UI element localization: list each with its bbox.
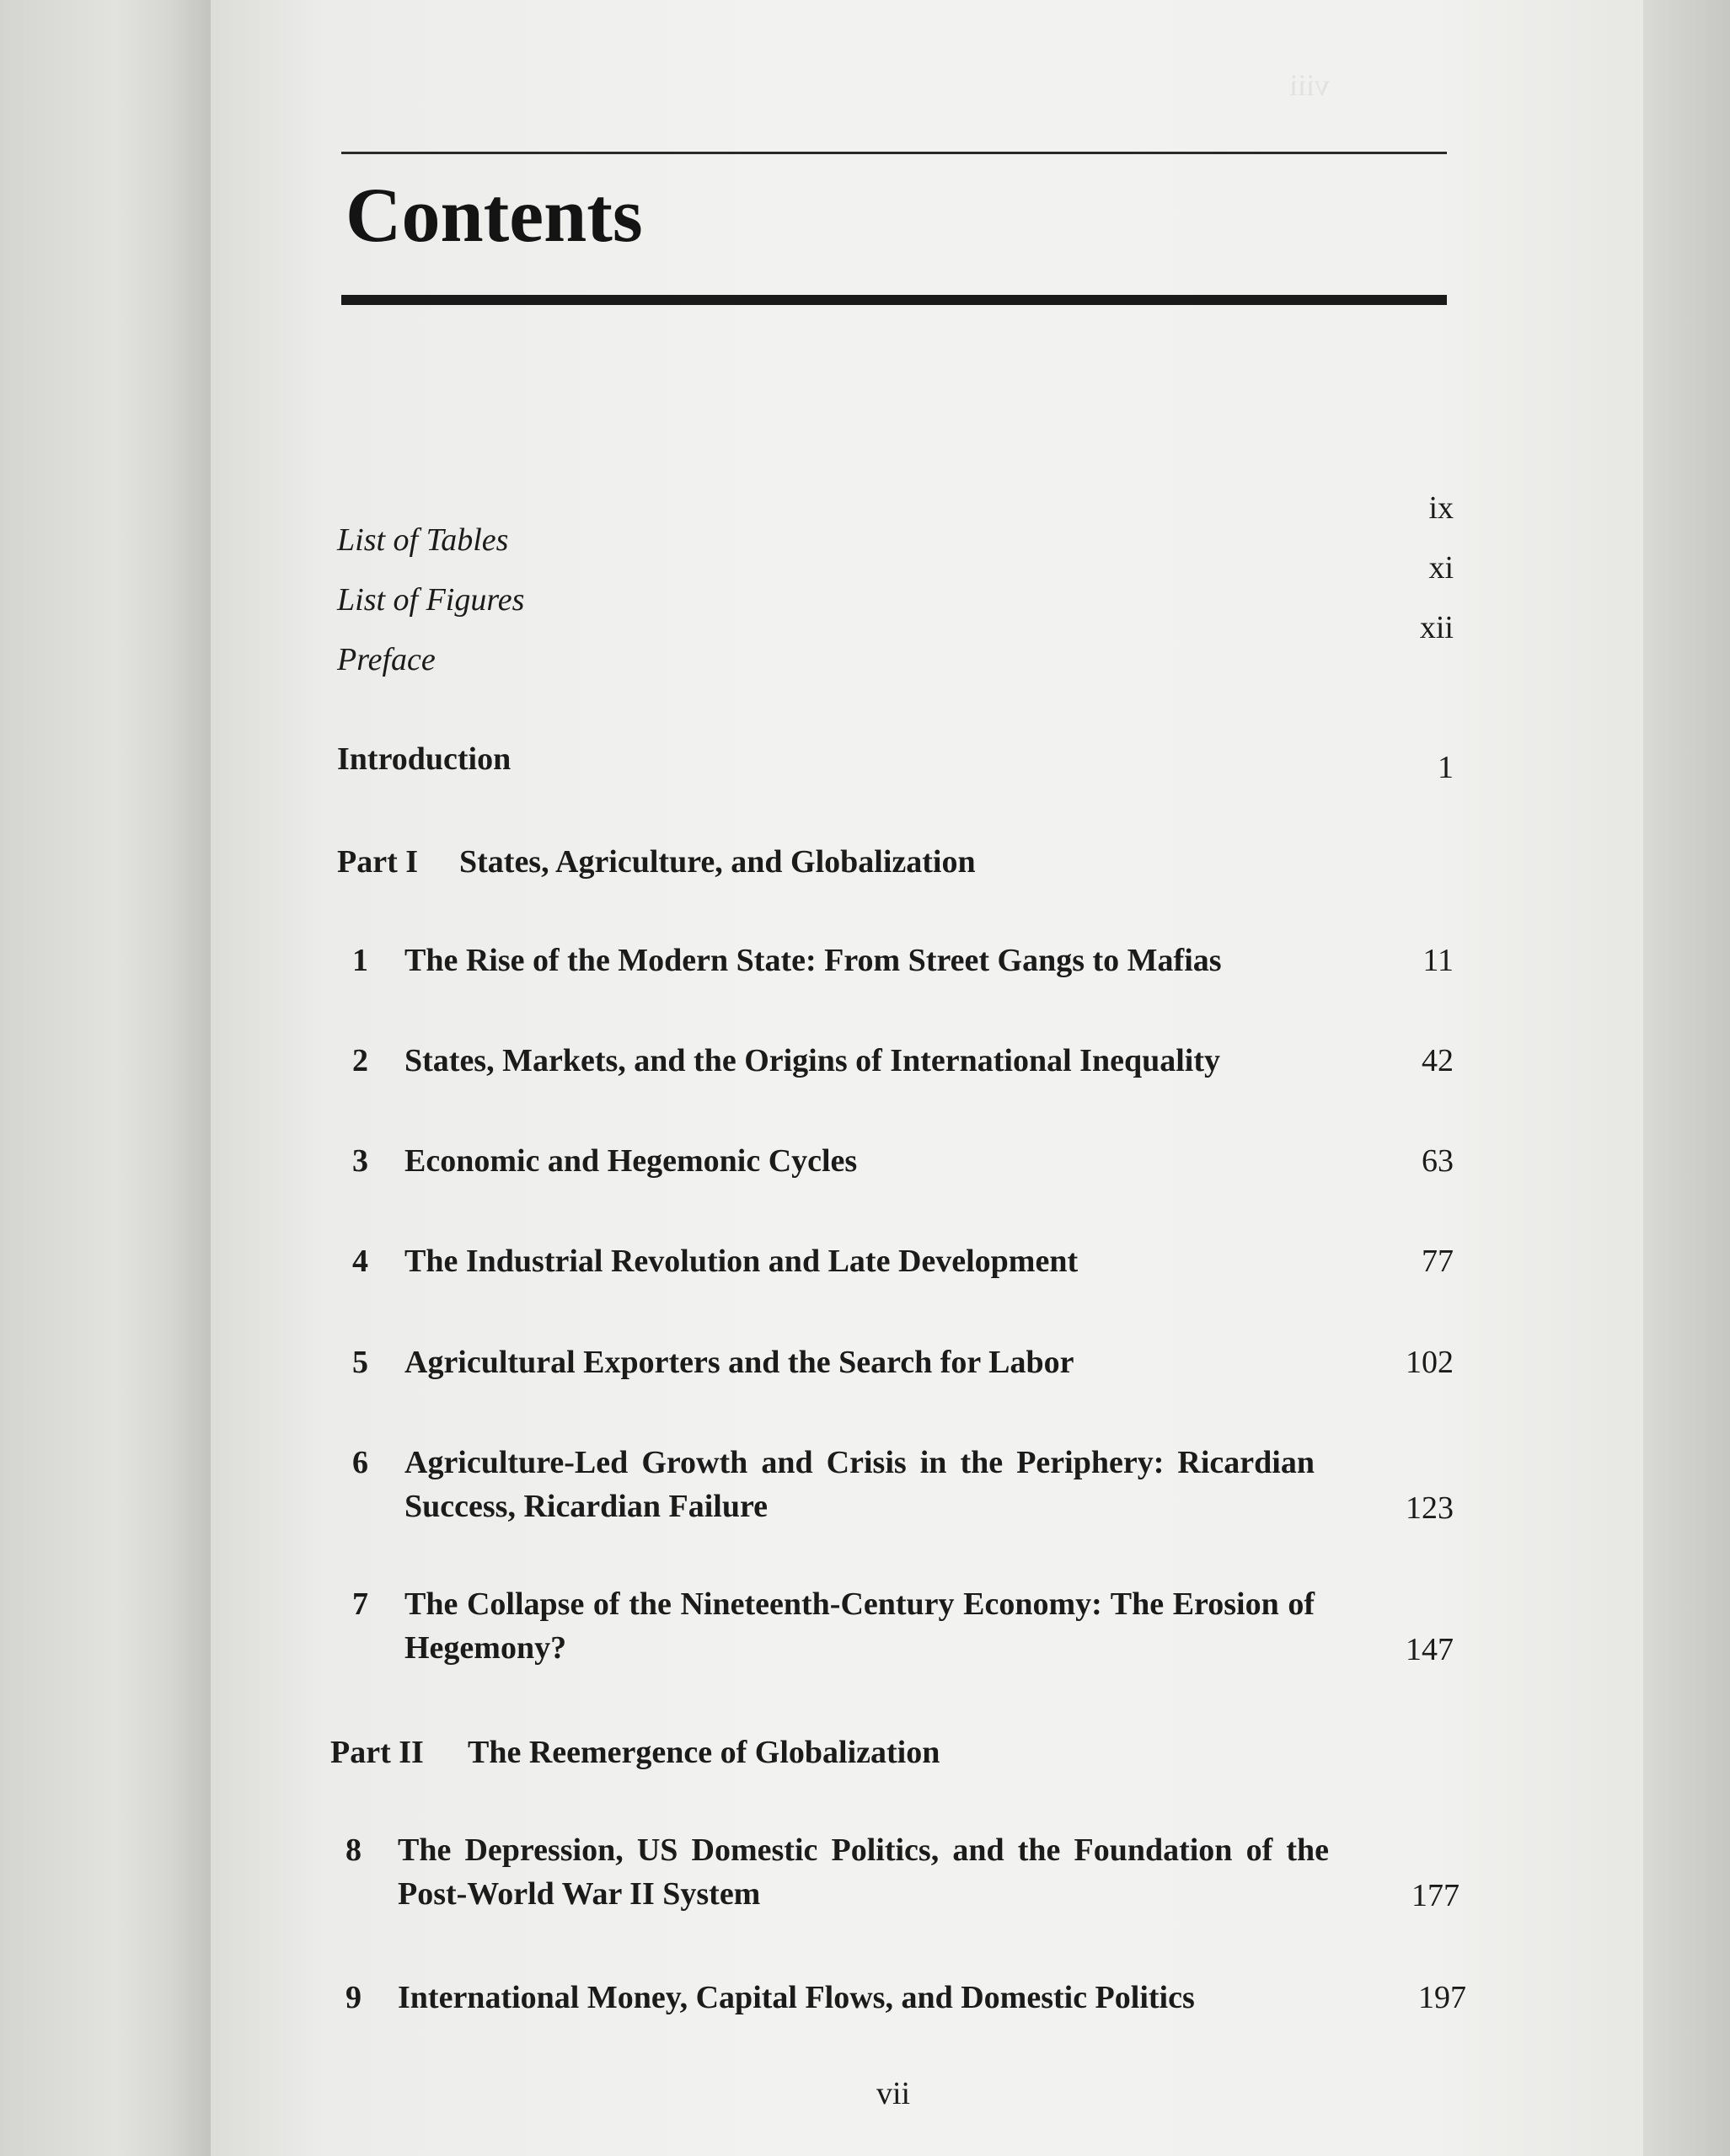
toc-page-number: 123: [1406, 1490, 1454, 1526]
toc-part-1: [337, 840, 1454, 884]
toc-page-number: 42: [1422, 1043, 1454, 1078]
toc-chapter-9: [330, 1976, 1466, 2020]
chapter-number: 1: [352, 943, 368, 978]
chapter-title: The Depression, US Domestic Politics, and the Foundation of the Post-World War II System: [398, 1832, 1329, 1912]
chapter-number: 4: [352, 1244, 368, 1279]
toc-chapter-6: [337, 1441, 1454, 1530]
part-title: States, Agriculture, and Globalization: [459, 844, 976, 880]
toc-page-number: 147: [1406, 1632, 1454, 1667]
part-number: Part I: [337, 844, 419, 880]
toc-page-number: xii: [1419, 610, 1454, 645]
chapter-number: 9: [345, 1980, 362, 2015]
chapter-number: 5: [352, 1345, 368, 1380]
chapter-title: The Rise of the Modern State: From Street Gangs to Mafias: [404, 943, 1222, 978]
toc-page-number: 1: [1438, 750, 1454, 785]
toc-chapter-7: [337, 1582, 1454, 1672]
toc-page-number: 197: [1418, 1980, 1466, 2015]
page-edge: [1643, 0, 1730, 2156]
toc-chapter-8: [330, 1828, 1460, 1918]
toc-page-number: 102: [1406, 1345, 1454, 1380]
book-gutter: [0, 0, 211, 2156]
page-title: Contents: [345, 172, 643, 258]
toc-chapter-1: [337, 939, 1454, 982]
chapter-title: Economic and Hegemonic Cycles: [404, 1143, 858, 1179]
header-thin-rule: [341, 152, 1447, 154]
chapter-number: 7: [352, 1586, 368, 1622]
chapter-title: International Money, Capital Flows, and Domestic Politics: [398, 1980, 1195, 2015]
chapter-number: 6: [352, 1445, 368, 1480]
toc-chapter-2: [337, 1039, 1454, 1083]
chapter-title: Agricultural Exporters and the Search for Labor: [404, 1345, 1074, 1380]
chapter-number: 8: [345, 1832, 362, 1868]
chapter-title: The Industrial Revolution and Late Development: [404, 1244, 1079, 1279]
toc-entry-introduction: [337, 737, 1454, 785]
chapter-title: The Collapse of the Nineteenth-Century Economy: The Erosion of Hegemony?: [404, 1586, 1315, 1666]
toc-page-number: ix: [1428, 490, 1454, 526]
toc-entry-label: List of Tables: [337, 522, 509, 558]
toc-chapter-5: [337, 1340, 1454, 1384]
toc-chapter-4: [337, 1239, 1454, 1283]
chapter-number: 2: [352, 1043, 368, 1078]
toc-entry-label: List of Figures: [337, 582, 525, 618]
chapter-title: States, Markets, and the Origins of International Inequality: [404, 1043, 1220, 1078]
chapter-title: Agriculture-Led Growth and Crisis in the Periphery: Ricardian Success, Ricardian Failure: [404, 1445, 1315, 1524]
page-folio: vii: [876, 2076, 911, 2111]
toc-entry-label: Introduction: [337, 741, 512, 777]
toc-entry-label: Preface: [337, 642, 436, 677]
toc-page-number: xi: [1428, 550, 1454, 586]
toc-part-2: [330, 1731, 1447, 1774]
header-thick-rule: [341, 295, 1447, 305]
part-number: Part II: [330, 1735, 424, 1770]
toc-page-number: 177: [1411, 1878, 1460, 1913]
toc-chapter-3: [337, 1139, 1454, 1183]
toc-page-number: 11: [1422, 943, 1454, 978]
toc-page-number: 63: [1422, 1143, 1454, 1179]
part-title: The Reemergence of Globalization: [468, 1735, 940, 1770]
toc-page-number: 77: [1422, 1244, 1454, 1279]
chapter-number: 3: [352, 1143, 368, 1179]
